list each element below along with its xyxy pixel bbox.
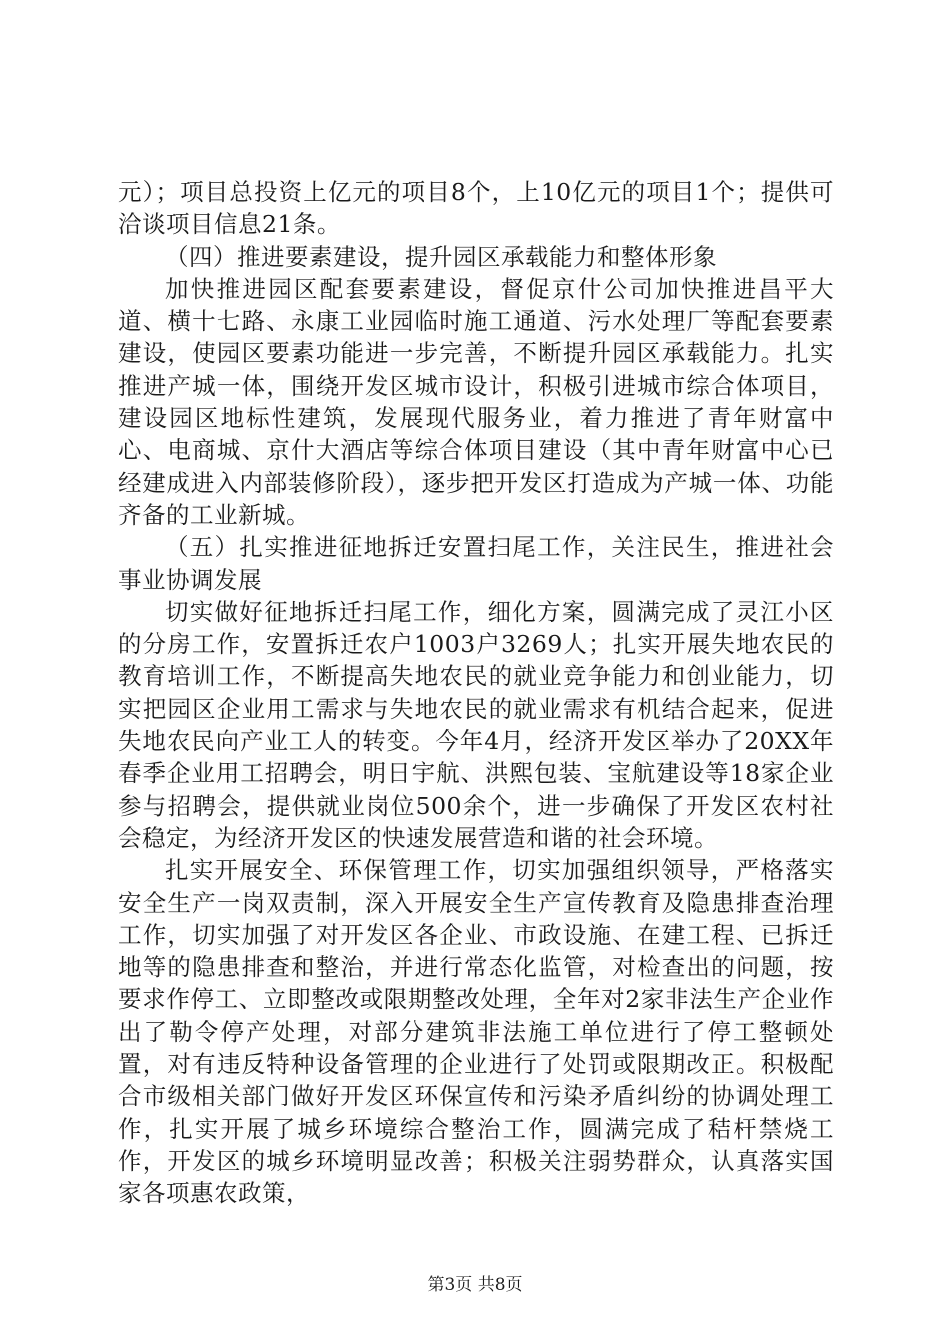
- paragraph-safety-environment: 扎实开展安全、环保管理工作，切实加强组织领导，严格落实安全生产一岗双责制，深入开展安全生产宣传教育及隐患排查治理工作，切实加强了对开发区各企业、市政设施、在建工程、已拆迁地等的隐患排查和整治，并进行常态化监管，对检查出的问题，按要求作停工、立即整改或限期整改处理，全年对2家非法生产企业作出了勒令停产处理，对部分建筑非法施工单位进行了停工整顿处置，对有违反特种设备管理的企业进行了处罚或限期改正。积极配合市级相关部门做好开发区环保宣传和污染矛盾纠纷的协调处理工作，扎实开展了城乡环境综合整治工作，圆满完成了秸杆禁烧工作，开发区的城乡环境明显改善；积极关注弱势群众，认真落实国家各项惠农政策，: [118, 856, 834, 1208]
- section-heading-5: （五）扎实推进征地拆迁安置扫尾工作，关注民生，推进社会事业协调发展: [118, 533, 834, 594]
- paragraph-continuation: 元）；项目总投资上亿元的项目8个，上10亿元的项目1个；提供可洽谈项目信息21条。: [118, 178, 834, 239]
- page-number: 第3页 共8页: [427, 1275, 523, 1295]
- document-body: [118, 176, 834, 1210]
- paragraph-land-relocation: 切实做好征地拆迁扫尾工作，细化方案，圆满完成了灵江小区的分房工作，安置拆迁农户1003户3269人；扎实开展失地农民的教育培训工作，不断提高失地农民的就业竞争能力和创业能力，切实把园区企业用工需求与失地农民的就业需求有机结合起来，促进失地农民向产业工人的转变。今年4月，经济开发区举办了20XX年春季企业用工招聘会，明日宇航、洪熙包装、宝航建设等18家企业参与招聘会，提供就业岗位500余个，进一步确保了开发区农村社会稳定，为经济开发区的快速发展营造和谐的社会环境。: [118, 597, 834, 852]
- section-heading-4: （四）推进要素建设，提升园区承载能力和整体形象: [165, 242, 717, 271]
- paragraph-park-construction: 加快推进园区配套要素建设，督促京什公司加快推进昌平大道、横十七路、永康工业园临时施工通道、污水处理厂等配套要素建设，使园区要素功能进一步完善，不断提升园区承载能力。扎实推进产城一体，围绕开发区城市设计，积极引进城市综合体项目，建设园区地标性建筑，发展现代服务业，着力推进了青年财富中心、电商城、京什大酒店等综合体项目建设（其中青年财富中心已经建成进入内部装修阶段），逐步把开发区打造成为产城一体、功能齐备的工业新城。: [118, 274, 834, 529]
- page-footer: [0, 1274, 950, 1296]
